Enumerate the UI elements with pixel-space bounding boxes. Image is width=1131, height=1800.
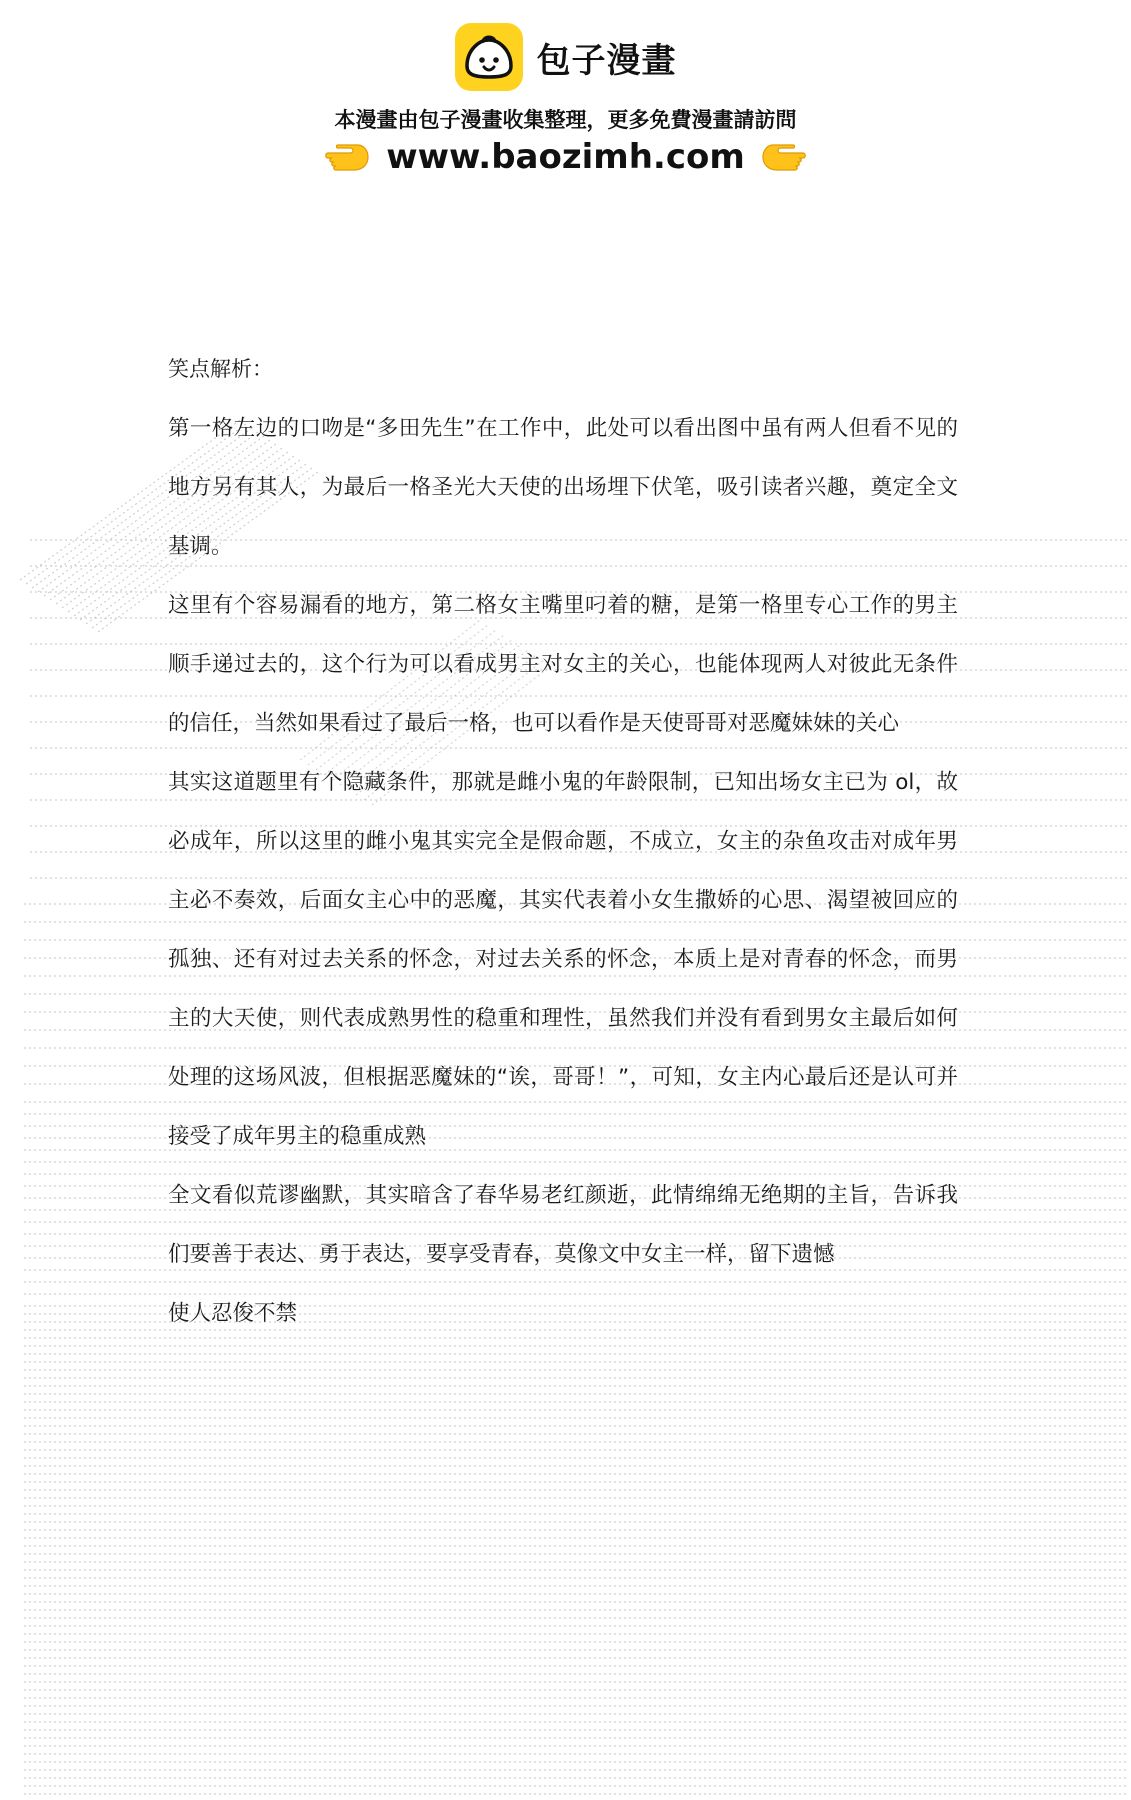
pointing-hand-left-icon — [761, 139, 807, 175]
article-heading: 笑点解析： — [168, 357, 273, 381]
site-url-link[interactable]: www.baozimh.com — [386, 137, 745, 177]
article-paragraph-1: 第一格左边的口吻是“多田先生”在工作中，此处可以看出图中虽有两人但看不见的地方另有其人，为最后一格圣光大天使的出场埋下伏笔，吸引读者兴趣，奠定全文基调。 — [168, 416, 958, 559]
article-paragraph-5: 使人忍俊不禁 — [168, 1301, 298, 1326]
pointing-hand-right-icon — [324, 139, 370, 175]
article-paragraph-2: 这里有个容易漏看的地方，第二格女主嘴里叼着的糖，是第一格里专心工作的男主顺手递过去的，这个行为可以看成男主对女主的关心，也能体现两人对彼此无条件的信任，当然如果看过了最后一格，也可以看作是天使哥哥对恶魔妹妹的关心 — [168, 593, 958, 736]
baozi-bun-logo-icon[interactable] — [455, 23, 523, 91]
site-name[interactable]: 包子漫畫 — [536, 40, 677, 81]
url-row — [0, 134, 1131, 180]
article-paragraph-4: 全文看似荒谬幽默，其实暗含了春华易老红颜逝，此情绵绵无绝期的主旨，告诉我们要善于表达、勇于表达，要享受青春，莫像文中女主一样，留下遗憾 — [168, 1183, 958, 1267]
site-tagline: 本漫畫由包子漫畫收集整理，更多免費漫畫請訪問 — [334, 108, 797, 132]
article-body — [168, 340, 958, 1343]
logo-row — [0, 22, 1131, 92]
site-header — [0, 0, 1131, 190]
article-paragraph-3: 其实这道题里有个隐藏条件，那就是雌小鬼的年龄限制，已知出场女主已为 ol，故必成年，所以这里的雌小鬼其实完全是假命题，不成立，女主的杂鱼攻击对成年男主必不奏效，后面女主心中的恶魔，其实代表着小女生撒娇的心思、渴望被回应的孤独、还有对过去关系的怀念，对过去关系的怀念，本质上是对青春的怀念，而男主的大天使，则代表成熟男性的稳重和理性，虽然我们并没有看到男女主最后如何处理的这场风波，但根据恶魔妹的“诶，哥哥！”，可知，女主内心最后还是认可并接受了成年男主的稳重成熟 — [168, 770, 958, 1149]
